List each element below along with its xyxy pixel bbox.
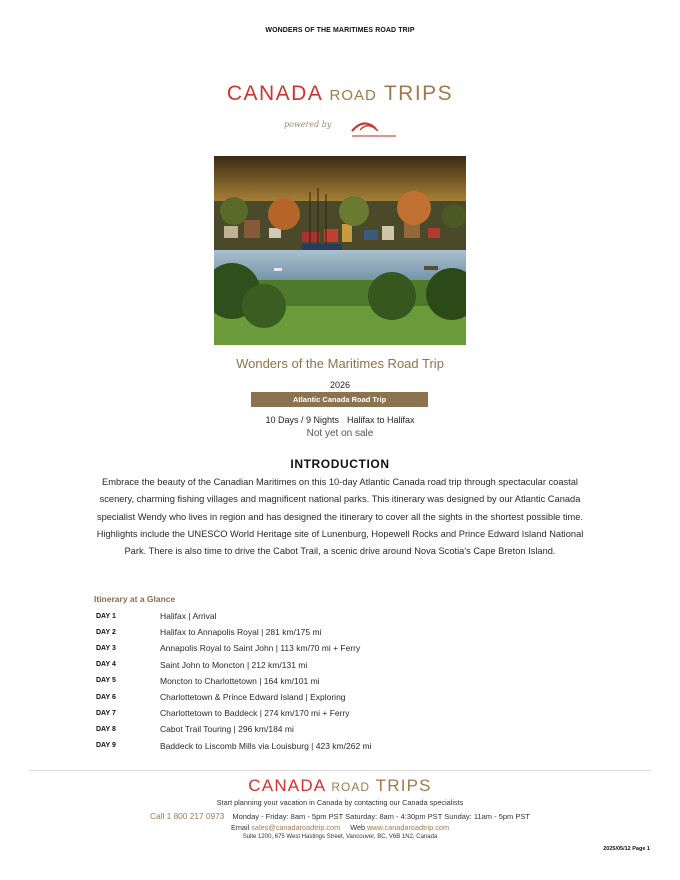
office-hours: Monday - Friday: 8am - 5pm PST Saturday: 8am - 4:30pm PST Sunday: 11am - 5pm PST xyxy=(232,812,530,821)
itinerary-desc: Halifax | Arrival xyxy=(160,611,217,622)
footer-address: Suite 1200, 675 West Hastings Street, Vancouver, BC, V6B 1N2, Canada xyxy=(242,834,438,840)
trip-route: Halifax to Halifax xyxy=(347,415,415,425)
trip-category-badge: Atlantic Canada Road Trip xyxy=(251,392,428,407)
itinerary-day: DAY 9 xyxy=(96,742,116,750)
harbour-photo xyxy=(214,156,466,345)
itinerary-desc: Saint John to Moncton | 212 km/131 mi xyxy=(160,659,308,670)
itinerary-day: DAY 2 xyxy=(96,628,116,636)
itinerary-row xyxy=(96,640,576,656)
trip-meta xyxy=(0,415,680,425)
footer-logo-canada: CANADA xyxy=(248,776,326,795)
itinerary-day: DAY 3 xyxy=(96,644,116,652)
itinerary-desc: Charlottetown to Baddeck | 274 km/170 mi + Ferry xyxy=(160,708,350,719)
brand-logo-trips: TRIPS xyxy=(383,82,454,105)
itinerary-day: DAY 8 xyxy=(96,725,116,733)
itinerary-row xyxy=(96,673,576,689)
itinerary-row xyxy=(96,705,576,721)
itinerary-row xyxy=(96,608,576,624)
footer-email-web xyxy=(0,823,680,832)
itinerary-row xyxy=(96,738,576,754)
email-label: Email xyxy=(230,823,250,832)
powered-by-logo xyxy=(280,115,405,141)
web-label: Web xyxy=(350,823,366,832)
itinerary-day: DAY 1 xyxy=(96,612,116,620)
page-info: 2025/05/12 Page 1 xyxy=(603,846,650,852)
introduction-heading: INTRODUCTION xyxy=(290,457,390,471)
itinerary-row xyxy=(96,657,576,673)
itinerary-desc: Cabot Trail Touring | 296 km/184 mi xyxy=(160,724,294,735)
itinerary-day: DAY 6 xyxy=(96,693,116,701)
itinerary-day: DAY 5 xyxy=(96,677,116,685)
trip-duration: 10 Days / 9 Nights xyxy=(265,415,339,425)
footer-tagline: Start planning your vacation in Canada by contacting our Canada specialists xyxy=(216,798,464,807)
brand-logo xyxy=(0,82,680,106)
footer-logo-trips: TRIPS xyxy=(375,776,432,795)
harbour-photo-icon xyxy=(214,156,466,345)
brand-logo-road: ROAD xyxy=(329,87,377,104)
email-link[interactable]: sales@canadaroadtrip.com xyxy=(251,823,341,832)
itinerary-desc: Baddeck to Liscomb Mills via Louisburg | 423 km/262 mi xyxy=(160,740,372,751)
itinerary-desc: Charlottetown & Prince Edward Island | Exploring xyxy=(160,692,346,703)
itinerary-row xyxy=(96,624,576,640)
itinerary-row xyxy=(96,689,576,705)
itinerary-desc: Halifax to Annapolis Royal | 281 km/175 mi xyxy=(160,627,322,638)
footer-brand-logo xyxy=(0,776,680,796)
itinerary-heading: Itinerary at a Glance xyxy=(94,594,176,604)
itinerary-day: DAY 7 xyxy=(96,709,116,717)
brand-logo-canada: CANADA xyxy=(226,82,323,105)
footer-logo-road: ROAD xyxy=(331,780,371,794)
itinerary-desc: Annapolis Royal to Saint John | 113 km/70 mi + Ferry xyxy=(160,643,361,654)
trip-title: Wonders of the Maritimes Road Trip xyxy=(236,356,444,371)
itinerary-row xyxy=(96,721,576,737)
powered-by-text: powered by xyxy=(284,120,332,129)
footer-contact-hours xyxy=(0,811,680,821)
website-link[interactable]: www.canadaroadtrip.com xyxy=(367,823,450,832)
itinerary-desc: Moncton to Charlottetown | 164 km/101 mi xyxy=(160,675,320,686)
phone-link[interactable]: Call 1 800 217 0973 xyxy=(150,811,225,821)
sale-status: Not yet on sale xyxy=(306,428,374,439)
document-header-title: WONDERS OF THE MARITIMES ROAD TRIP xyxy=(265,27,415,34)
itinerary-list xyxy=(96,608,576,754)
introduction-text: Embrace the beauty of the Canadian Maritimes on this 10-day Atlantic Canada road trip through spectacular coastal scenery, charming fishing villages and magnificent national parks. This itinerary was designed by our Atlantic Canada specialist Wendy who lives in region and has designed the itinerary to cover all the sights in the shortest possible time. Highlights include the UNESCO World Heritage site of Lunenburg, Hopewell Rocks and Prince Edward Island National Park. There is also time to drive the Cabot Trail, a scenic drive around Nova Scotia's Cape Breton Island. xyxy=(96,477,584,557)
itinerary-day: DAY 4 xyxy=(96,661,116,669)
footer-divider xyxy=(30,770,650,771)
trip-year: 2026 xyxy=(329,380,351,390)
